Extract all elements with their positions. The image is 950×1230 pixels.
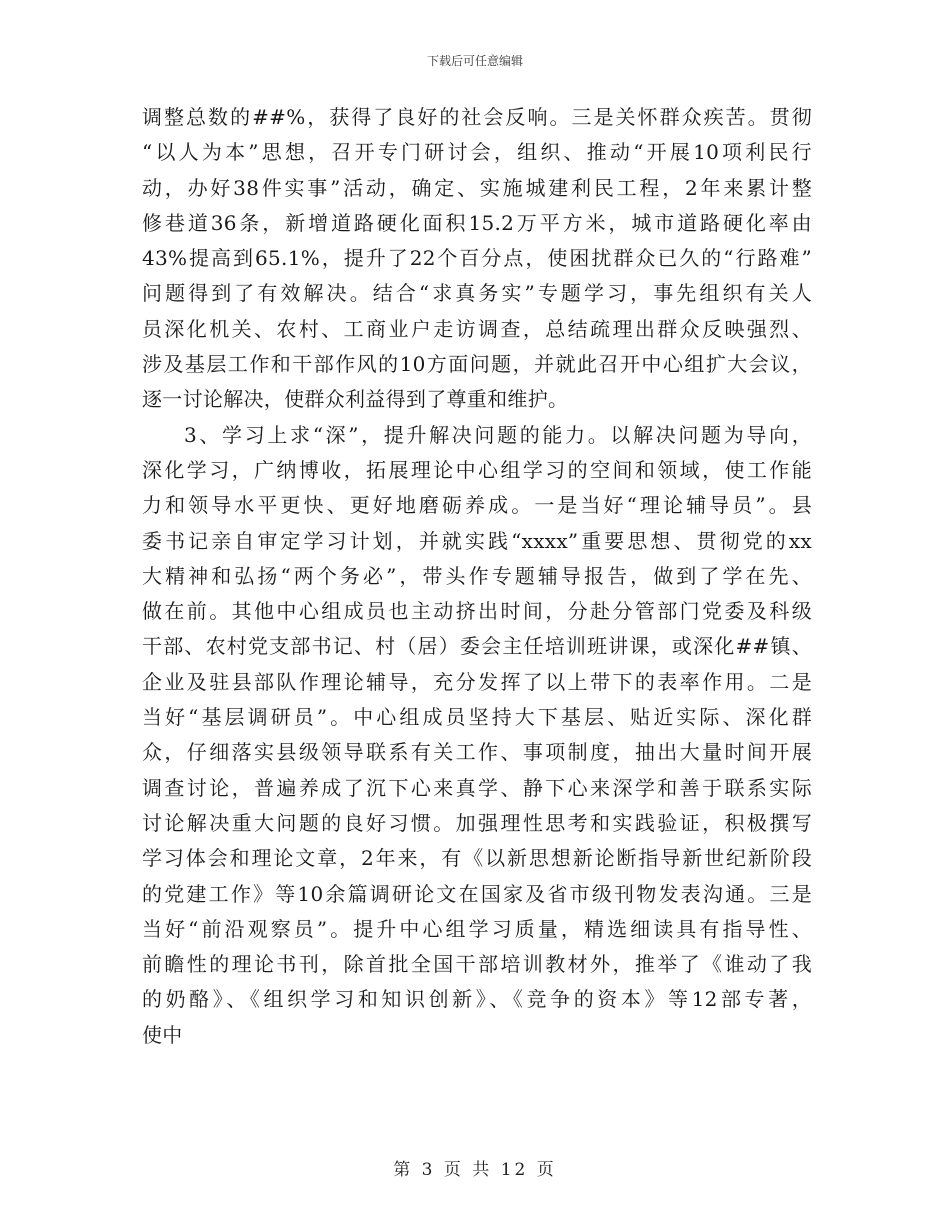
body-line: 使中 [142,1022,183,1047]
body-line: 大精神和弘扬“两个务必”，带头作专题辅导报告，做到了学在先、 [142,563,812,588]
body-line: 做在前。其他中心组成员也主动挤出时间，分赴分管部门党委及科级 [142,599,812,624]
body-line: 动，办好38件实事”活动，确定、实施城建利民工程，2年来累计整 [142,175,812,200]
page-header: 下载后可任意编辑 [426,54,523,68]
body-line: 当好“前沿观察员”。提升中心组学习质量，精选细读具有指导性、 [142,916,812,941]
body-line: 涉及基层工作和干部作风的10方面问题，并就此召开中心组扩大会议， [142,352,812,377]
body-line: 问题得到了有效解决。结合“求真务实”专题学习，事先组织有关人 [142,281,812,306]
body-line: 学习体会和理论文章，2年来，有《以新思想新论断指导新世纪新阶段 [142,846,812,871]
body-line: 众，仔细落实县级领导联系有关工作、事项制度，抽出大量时间开展 [142,740,812,765]
page-number-footer: 第 3 页 共 12 页 [393,1160,557,1180]
body-line: 当好“基层调研员”。中心组成员坚持大下基层、贴近实际、深化群 [142,705,812,730]
paragraph-start-line: 3、学习上求“深”，提升解决问题的能力。以解决问题为导向， [184,422,812,447]
body-line: “以人为本”思想，召开专门研讨会，组织、推动“开展10项利民行 [142,140,812,165]
body-line: 干部、农村党支部书记、村（居）委会主任培训班讲课，或深化##镇、 [142,634,812,659]
body-line: 逐一讨论解决，使群众利益得到了尊重和维护。 [142,387,569,412]
body-line: 深化学习，广纳博收，拓展理论中心组学习的空间和领域，使工作能 [142,457,812,482]
body-line: 前瞻性的理论书刊，除首批全国干部培训教材外，推举了《谁动了我 [142,952,812,977]
body-line: 企业及驻县部队作理论辅导，充分发挥了以上带下的表率作用。二是 [142,669,812,694]
body-line: 员深化机关、农村、工商业户走访调查，总结疏理出群众反映强烈、 [142,316,812,341]
body-line: 调整总数的##%，获得了良好的社会反响。三是关怀群众疾苦。贯彻 [142,105,812,129]
body-line: 委书记亲自审定学习计划，并就实践“xxxx”重要思想、贯彻党的xx [142,528,812,553]
body-line: 讨论解决重大问题的良好习惯。加强理性思考和实践验证，积极撰写 [142,810,812,835]
document-body [142,100,812,1053]
body-line: 的党建工作》等10余篇调研论文在国家及省市级刊物发表沟通。三是 [142,881,812,906]
body-line: 修巷道36条，新增道路硬化面积15.2万平方米，城市道路硬化率由 [142,210,812,235]
body-line: 43%提高到65.1%，提升了22个百分点，使困扰群众已久的“行路难” [142,246,812,271]
body-line: 力和领导水平更快、更好地磨砺养成。一是当好“理论辅导员”。县 [142,493,812,518]
body-line: 调查讨论，普遍养成了沉下心来真学、静下心来深学和善于联系实际 [142,775,812,800]
body-line: 的奶酪》、《组织学习和知识创新》、《竞争的资本》等12部专著， [142,987,812,1012]
